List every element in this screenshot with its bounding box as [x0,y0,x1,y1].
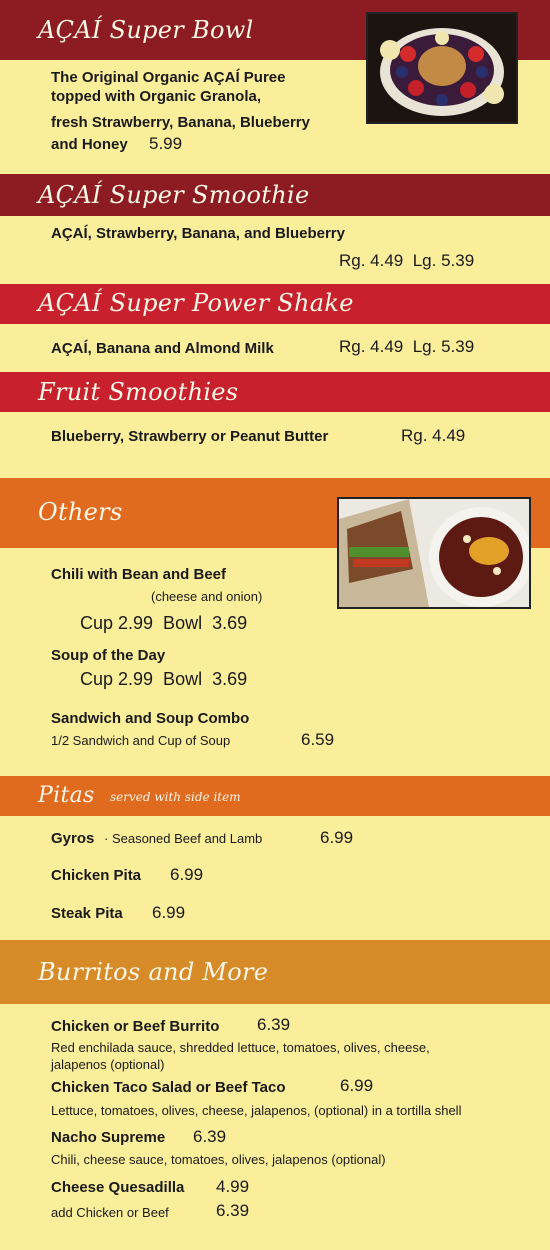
acai-bowl-line1: The Original Organic AÇAÍ Puree [51,69,286,86]
chili-name: Chili with Bean and Beef [51,566,227,583]
gyros-price: 6.99 [320,828,354,847]
pitas-header [0,776,550,816]
chicken-pita-name: Chicken Pita [51,867,142,884]
acai-shake-prices: Rg. 4.49 Lg. 5.39 [339,337,475,356]
fruit-smoothies-header [0,372,550,412]
sandwich-soup-photo [337,497,531,609]
chili-note: (cheese and onion) [151,589,263,604]
acai-smoothie-title: AÇAÍ Super Smoothie [38,181,310,209]
acai-shake-title: AÇAÍ Super Power Shake [38,289,354,317]
chili-prices: Cup 2.99 Bowl 3.69 [80,613,248,633]
quesadilla-name: Cheese Quesadilla [51,1179,185,1196]
acai-smoothie-header [0,174,550,216]
fruit-smoothies-title: Fruit Smoothies [38,378,239,406]
acai-bowl-line4: and Honey [51,136,128,153]
quesadilla-add: add Chicken or Beef [51,1205,169,1220]
combo-desc: 1/2 Sandwich and Cup of Soup [51,733,231,748]
steak-pita-name: Steak Pita [51,905,123,922]
acai-shake-desc: AÇAÍ, Banana and Almond Milk [51,340,274,357]
acai-bowl-line3: fresh Strawberry, Banana, Blueberry [51,114,310,131]
taco-price: 6.99 [340,1076,374,1095]
gyros-name: Gyros [51,830,95,847]
burrito-price: 6.39 [257,1015,291,1034]
acai-shake-header [0,284,550,324]
acai-bowl-price: 5.99 [149,134,183,153]
burrito-name: Chicken or Beef Burrito [51,1018,220,1035]
soup-prices: Cup 2.99 Bowl 3.69 [80,669,248,689]
others-title: Others [38,498,123,526]
acai-bowl-photo [366,12,518,124]
nacho-price: 6.39 [193,1127,227,1146]
quesadilla-add-price: 6.39 [216,1201,250,1220]
steak-pita-price: 6.99 [152,903,186,922]
taco-name: Chicken Taco Salad or Beef Taco [51,1079,286,1096]
acai-bowl-line2: topped with Organic Granola, [51,88,262,105]
pitas-subtitle: served with side item [110,790,241,804]
taco-desc: Lettuce, tomatoes, olives, cheese, jalapenos, (optional) in a tortilla shell [51,1103,462,1118]
burrito-desc1: Red enchilada sauce, shredded lettuce, tomatoes, olives, cheese, [51,1040,430,1055]
combo-price: 6.59 [301,730,335,749]
burritos-header [0,940,550,1004]
nacho-desc: Chili, cheese sauce, tomatoes, olives, jalapenos (optional) [51,1152,386,1167]
fruit-smoothies-desc: Blueberry, Strawberry or Peanut Butter [51,428,329,445]
pitas-title: Pitas [38,783,95,808]
chicken-pita-price: 6.99 [170,865,204,884]
gyros-desc: · Seasoned Beef and Lamb [104,831,263,846]
nacho-name: Nacho Supreme [51,1129,166,1146]
fruit-smoothies-price: Rg. 4.49 [401,426,466,445]
burritos-title: Burritos and More [38,958,269,986]
acai-smoothie-prices: Rg. 4.49 Lg. 5.39 [339,251,475,270]
acai-smoothie-desc: AÇAÍ, Strawberry, Banana, and Blueberry [51,225,345,242]
acai-bowl-title: AÇAÍ Super Bowl [38,16,254,44]
soup-name: Soup of the Day [51,647,166,664]
burrito-desc2: jalapenos (optional) [51,1057,165,1072]
combo-name: Sandwich and Soup Combo [51,710,250,727]
quesadilla-price: 4.99 [216,1177,250,1196]
